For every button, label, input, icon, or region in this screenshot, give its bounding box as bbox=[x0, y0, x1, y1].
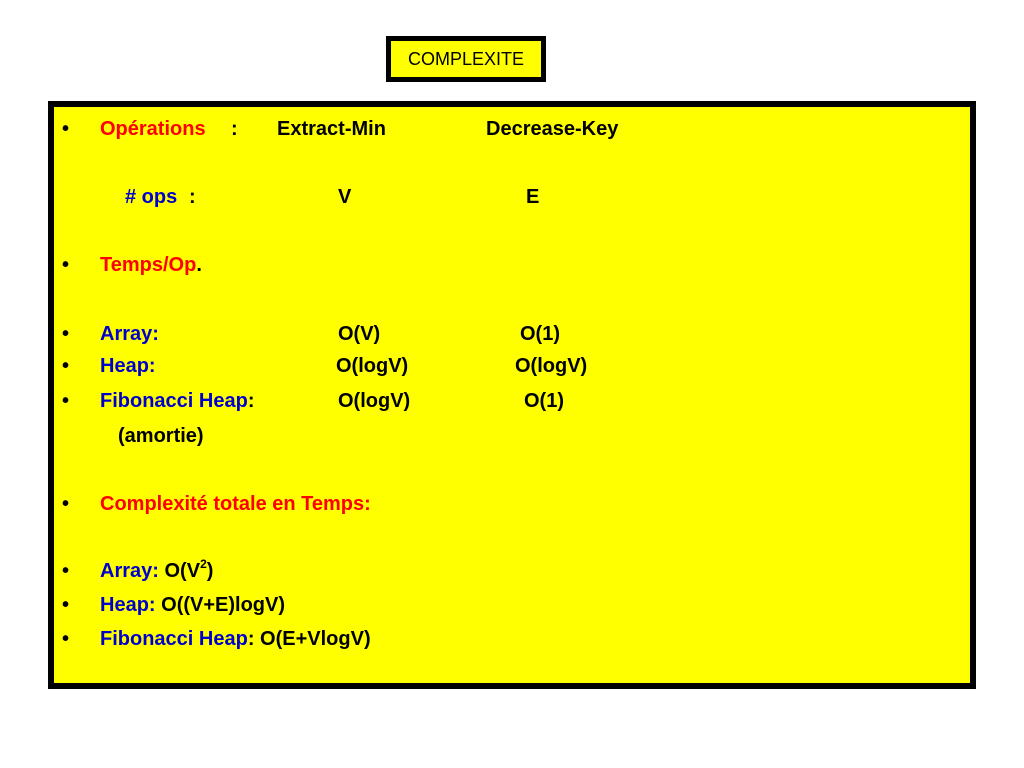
amortized-note: (amortie) bbox=[118, 425, 204, 447]
heap-decrease-key-cost: O(logV) bbox=[515, 355, 588, 377]
heap-label: Heap bbox=[100, 355, 149, 377]
bullet: • bbox=[62, 628, 70, 650]
bullet: • bbox=[62, 254, 70, 276]
heap-extract-min-cost: O(logV) bbox=[336, 355, 409, 377]
decrease-key-count: E bbox=[526, 186, 540, 208]
heap-total-text bbox=[100, 591, 285, 619]
slide-title-box bbox=[386, 36, 546, 82]
extract-min-header: Extract-Min bbox=[277, 118, 386, 140]
bullet: • bbox=[62, 560, 70, 582]
bullet: • bbox=[62, 118, 70, 140]
extract-min-count: V bbox=[338, 186, 352, 208]
operations-colon: : bbox=[231, 118, 238, 140]
ops-count-label: # ops bbox=[125, 186, 178, 208]
temps-op-label: Temps/Op bbox=[100, 254, 197, 276]
ops-count-colon: : bbox=[189, 186, 196, 208]
temps-op-text bbox=[100, 251, 202, 279]
fibonacci-colon: : bbox=[247, 390, 255, 412]
array-colon: : bbox=[152, 323, 159, 345]
bullet: • bbox=[62, 390, 70, 412]
total-complexity-label: Complexité totale en Temps: bbox=[100, 493, 371, 515]
array-cost-label bbox=[100, 320, 159, 348]
fibonacci-total-text bbox=[100, 625, 371, 653]
heap-cost-label bbox=[100, 352, 156, 380]
array-label: Array bbox=[100, 323, 153, 345]
content-box bbox=[48, 101, 976, 689]
operations-label: Opérations bbox=[100, 118, 206, 140]
array-decrease-key-cost: O(1) bbox=[520, 323, 560, 345]
array-total-value-end: ) bbox=[206, 560, 214, 582]
heap-total-label: Heap bbox=[100, 594, 149, 616]
fibonacci-cost-label bbox=[100, 387, 254, 415]
bullet: • bbox=[62, 323, 70, 345]
array-total-exponent: 2 bbox=[200, 557, 207, 572]
fibonacci-total-label: Fibonacci Heap bbox=[100, 628, 248, 650]
heap-total-colon: : bbox=[148, 594, 156, 616]
fibonacci-total-value: O(E+VlogV) bbox=[260, 628, 371, 650]
bullet: • bbox=[62, 355, 70, 377]
fibonacci-decrease-key-cost: O(1) bbox=[524, 390, 564, 412]
array-total-text bbox=[100, 557, 213, 585]
array-total-value: O(V bbox=[164, 560, 201, 582]
array-extract-min-cost: O(V) bbox=[338, 323, 381, 345]
heap-colon: : bbox=[148, 355, 156, 377]
array-total-label: Array bbox=[100, 560, 153, 582]
array-total-colon: : bbox=[152, 560, 159, 582]
fibonacci-total-colon: : bbox=[247, 628, 255, 650]
decrease-key-header: Decrease-Key bbox=[486, 118, 619, 140]
temps-op-suffix: . bbox=[196, 254, 202, 276]
fibonacci-extract-min-cost: O(logV) bbox=[338, 390, 411, 412]
bullet: • bbox=[62, 493, 70, 515]
slide-title: COMPLEXITE bbox=[407, 48, 525, 69]
fibonacci-label: Fibonacci Heap bbox=[100, 390, 248, 412]
bullet: • bbox=[62, 594, 70, 616]
heap-total-value: O((V+E)logV) bbox=[161, 594, 286, 616]
